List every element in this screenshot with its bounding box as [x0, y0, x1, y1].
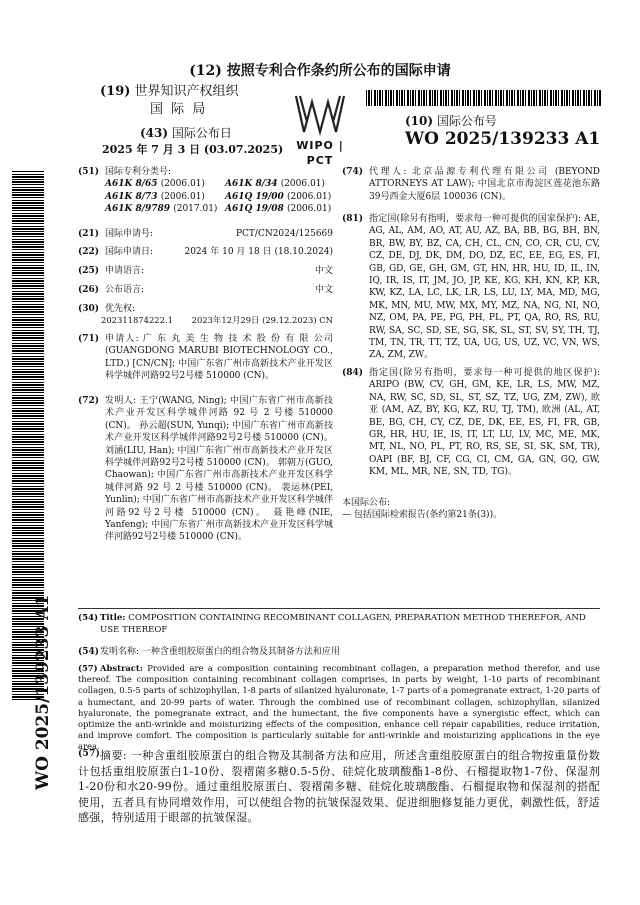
ipc-item: A61K 8/9789 (2017.01)	[105, 204, 218, 215]
field-value: 中文	[314, 266, 333, 276]
field-code: (71)	[78, 334, 100, 344]
field-54-title-cn	[78, 646, 600, 658]
abstract-label: Abstract:	[100, 663, 143, 673]
ipc-item: A61K 8/73 (2006.01)	[105, 191, 205, 202]
field-code: (81)	[342, 214, 364, 224]
title-label: Title:	[100, 613, 126, 623]
pubdate-value: 2025 年 7 月 3 日 (03.07.2025)	[102, 143, 284, 156]
field-code: (74)	[342, 167, 364, 177]
priority-country: CN	[319, 315, 333, 326]
field-84-regional-states	[342, 367, 600, 479]
field-label: 申请语言:	[105, 266, 145, 276]
ipc-item: A61Q 19/00 (2006.01)	[225, 191, 332, 202]
published-label: 本国际公布:	[342, 498, 391, 508]
inventors-text: 发明人: 王宁(WANG, Ning); 中国广东省广州市高新技术产业开发区科学城伴河路 92 号 2 号楼 510000 (CN)。 孙云超(SUN, Yunqi); 中国广东省广州市高新技术产业开发区科学城伴河路92号2号楼 510000 (CN)。 刘涵(LIU, Han); 中国广东省广州市高新技术产业开发区科学城伴河路92号2号楼 510000 (CN)。 郭朝万(GUO, Chaowan); 中国广东省广州市高新技术产业开发区科学城伴河路 92 号 2 号楼 510000 (CN)。 裴运林(PEI, Yunlin); 中国广东省广州市高新技术产业开发区科学城伴河路92号2号楼 510000 (CN)。 聂艳峰(NIE, Yanfeng); 中国广东省广州市高新技术产业开发区科学城伴河路92号2号楼 510000 (CN)。	[105, 396, 333, 543]
field-code: (57)	[78, 749, 101, 759]
ipc-list	[105, 178, 333, 215]
field-label: 优先权:	[105, 304, 136, 314]
field-57-abstract-cn	[78, 748, 600, 826]
logo-text: WIPO | PCT	[296, 139, 344, 168]
wipo-logo	[290, 92, 350, 168]
published-note	[342, 497, 600, 522]
field-code: (84)	[342, 368, 364, 378]
abstract-cn-label: 摘要:	[100, 749, 127, 762]
pubdate-label-block	[140, 125, 232, 142]
published-item: — 包括国际检索报告(条约第21条(3))。	[342, 510, 503, 521]
publication-barcode	[366, 90, 602, 106]
field-74-agent	[342, 166, 600, 203]
section-divider	[78, 608, 600, 609]
field-26-publication-language	[78, 284, 333, 296]
field-21-application-number	[78, 228, 333, 240]
regional-states-text: 指定国(除另有指明，要求每一种可提供的地区保护): ARIPO (BW, CV, GH, GM, KE, LR, LS, MW, MZ, NA, RW, SC, SD, SL, ST, SZ, TZ, UG, ZM, ZW), 欧亚 (AM, AZ, BY, KG, KZ, RU, TJ, TM), 欧洲 (AL, AT, BE, BG, CH, CY, CZ, DE, DK, EE, ES, FI, FR, GB, GR, HR, HU, IE, IS, IT, LT, LU, LV, MC, ME, MK, MT, NL, NO, PL, PT, RO, RS, SE, SI, SK, SM, TR), OAPI (BF, BJ, CF, CG, CI, CM, GA, GN, GQ, GW, KM, ML, MR, NE, SN, TD, TG)。	[369, 368, 600, 478]
field-57-abstract-en	[78, 663, 600, 752]
field-code: (22)	[78, 247, 100, 257]
field-label: 公布语言:	[105, 285, 145, 295]
field-30-priority	[78, 303, 333, 327]
field-71-applicant	[78, 333, 333, 383]
field-value: PCT/CN2024/125669	[235, 229, 333, 239]
field-code: (54)	[78, 647, 100, 657]
designated-states-text: 指定国(除另有指明，要求每一种可提供的国家保护): AE, AG, AL, AM, AO, AT, AU, AZ, BA, BB, BG, BH, BN, BR, BW, BY, BZ, CA, CH, CL, CN, CO, CR, CU, CV, CZ, DE, DJ, DK, DM, DO, DZ, EC, EE, EG, ES, FI, GB, GD, GE, GH, GM, GT, HN, HR, HU, ID, IL, IN, IQ, IR, IS, IT, JM, JO, JP, KE, KG, KH, KN, KP, KR, KW, KZ, LA, LC, LK, LR, LS, LU, LY, MA, MD, MG, MK, MN, MU, MW, MX, MY, MZ, NA, NG, NI, NO, NZ, OM, PA, PE, PG, PH, PL, PT, QA, RO, RS, RU, RW, SA, SC, SD, SE, SG, SK, SL, ST, SV, SY, TH, TJ, TM, TN, TR, TT, TZ, UA, UG, US, UZ, VC, VN, WS, ZA, ZM, ZW。	[369, 214, 600, 361]
pubdate-code: (43)	[140, 126, 169, 140]
field-code: (54)	[78, 613, 99, 623]
field-51-classification	[78, 166, 333, 216]
applicant-text: 申请人: 广 东 丸 美 生 物 技 术 股 份 有 限 公司 (GUANGDONG MARUBI BIOTECHNOLOGY CO., LTD.) [CN/CN]; 中国广东省广州市高新技术产业开发区科学城伴河路92号2号楼 510000 (CN)。	[105, 334, 333, 382]
field-label: 国际申请号:	[105, 229, 154, 239]
field-label: 国际专利分类号:	[105, 167, 172, 177]
priority-row	[101, 315, 333, 327]
field-code: (30)	[78, 304, 100, 314]
field-value: 中文	[314, 285, 333, 295]
title-cn: 一种含重组胶原蛋白的组合物及其制备方法和应用	[141, 647, 340, 657]
org-sub: 国 际 局	[150, 102, 208, 117]
side-publication-number: WO 2025/139233 A1	[33, 594, 53, 790]
pubno-value: WO 2025/139233 A1	[405, 129, 601, 149]
field-22-filing-date	[78, 246, 333, 258]
title-cn-label: 发明名称:	[100, 647, 140, 657]
wipo-emblem-icon	[290, 92, 350, 138]
pubdate-label: 国际公布日	[171, 126, 232, 140]
ipc-item: A61Q 19/08 (2006.01)	[225, 204, 332, 215]
abstract-en: Provided are a composition containing recombinant collagen, a preparation method therefor, and use thereof. The composition containing recombinant collagen comprises, in parts by weight, 1-10 parts of recombinant collagen, 0.5-5 parts of schizophyllan, 1-8 parts of silanized hyaluronate, 1-7 parts of a pomegranate extract, 1-20 parts of a humectant, and 20-99 parts of water. Through the combined use of recombinant collagen, schizophyllan, silanized hyaluronate, the pomegranate extract, and the humectant, the five components have a synergistic effect, which can optimize the anti-wrinkle and moisturizing effects of the composition, enhance cell repair capabilities, reduce irritation, and improve comfort. The composition is particularly suitable for anti-wrinkle and moisturizing applications in the eye area.	[78, 663, 600, 752]
abstract-cn: 一种含重组胶原蛋白的组合物及其制备方法和应用，所述含重组胶原蛋白的组合物按重量份数计包括重组胶原蛋白1-10份、裂褶菌多糖0.5-5份、硅烷化玻璃酸酯1-8份、石榴提取物1-7份、保湿剂1-20份和水20-99份。通过重组胶原蛋白、裂褶菌多糖、硅烷化玻璃酸酯、石榴提取物和保湿剂的搭配使用，五者具有协同增效作用，可以使组合物的抗皱保湿效果、促进细胞修复能力更优，刺激性低，舒适感强，特别适用于眼部的抗皱保湿。	[78, 749, 601, 825]
org-code: (19)	[100, 84, 131, 99]
organization-block	[100, 83, 239, 101]
priority-number: 202311874222.1	[101, 315, 173, 326]
ipc-item: A61K 8/34 (2006.01)	[225, 179, 325, 190]
field-81-designated-states	[342, 213, 600, 362]
title-en: COMPOSITION CONTAINING RECOMBINANT COLLAGEN, PREPARATION METHOD THEREFOR, AND USE THEREOF	[100, 613, 586, 635]
priority-date: 2023年12月29日 (29.12.2023)	[191, 315, 317, 326]
field-72-inventors	[78, 395, 333, 544]
field-code: (51)	[78, 167, 100, 177]
field-25-filing-language	[78, 265, 333, 277]
pubno-code: (10)	[405, 114, 434, 128]
field-code: (25)	[78, 266, 100, 276]
document-type-heading: (12) 按照专利合作条约所公布的国际申请	[189, 63, 451, 79]
org-name: 世界知识产权组织	[134, 84, 239, 99]
field-code: (21)	[78, 229, 100, 239]
field-code: (26)	[78, 285, 100, 295]
field-code: (57)	[78, 663, 98, 673]
pubno-label: 国际公布号	[436, 114, 497, 128]
field-54-title-en	[78, 613, 600, 637]
field-code: (72)	[78, 396, 100, 406]
agent-text: 代理人: 北京品源专利代理有限公司 (BEYOND ATTORNEYS AT LAW); 中国北京市海淀区莲花池东路39号西金大厦6层 100036 (CN)。	[369, 167, 600, 202]
field-label: 国际申请日:	[105, 247, 154, 257]
field-value: 2024 年 10 月 18 日 (18.10.2024)	[184, 247, 333, 257]
ipc-item: A61K 8/65 (2006.01)	[105, 179, 205, 190]
